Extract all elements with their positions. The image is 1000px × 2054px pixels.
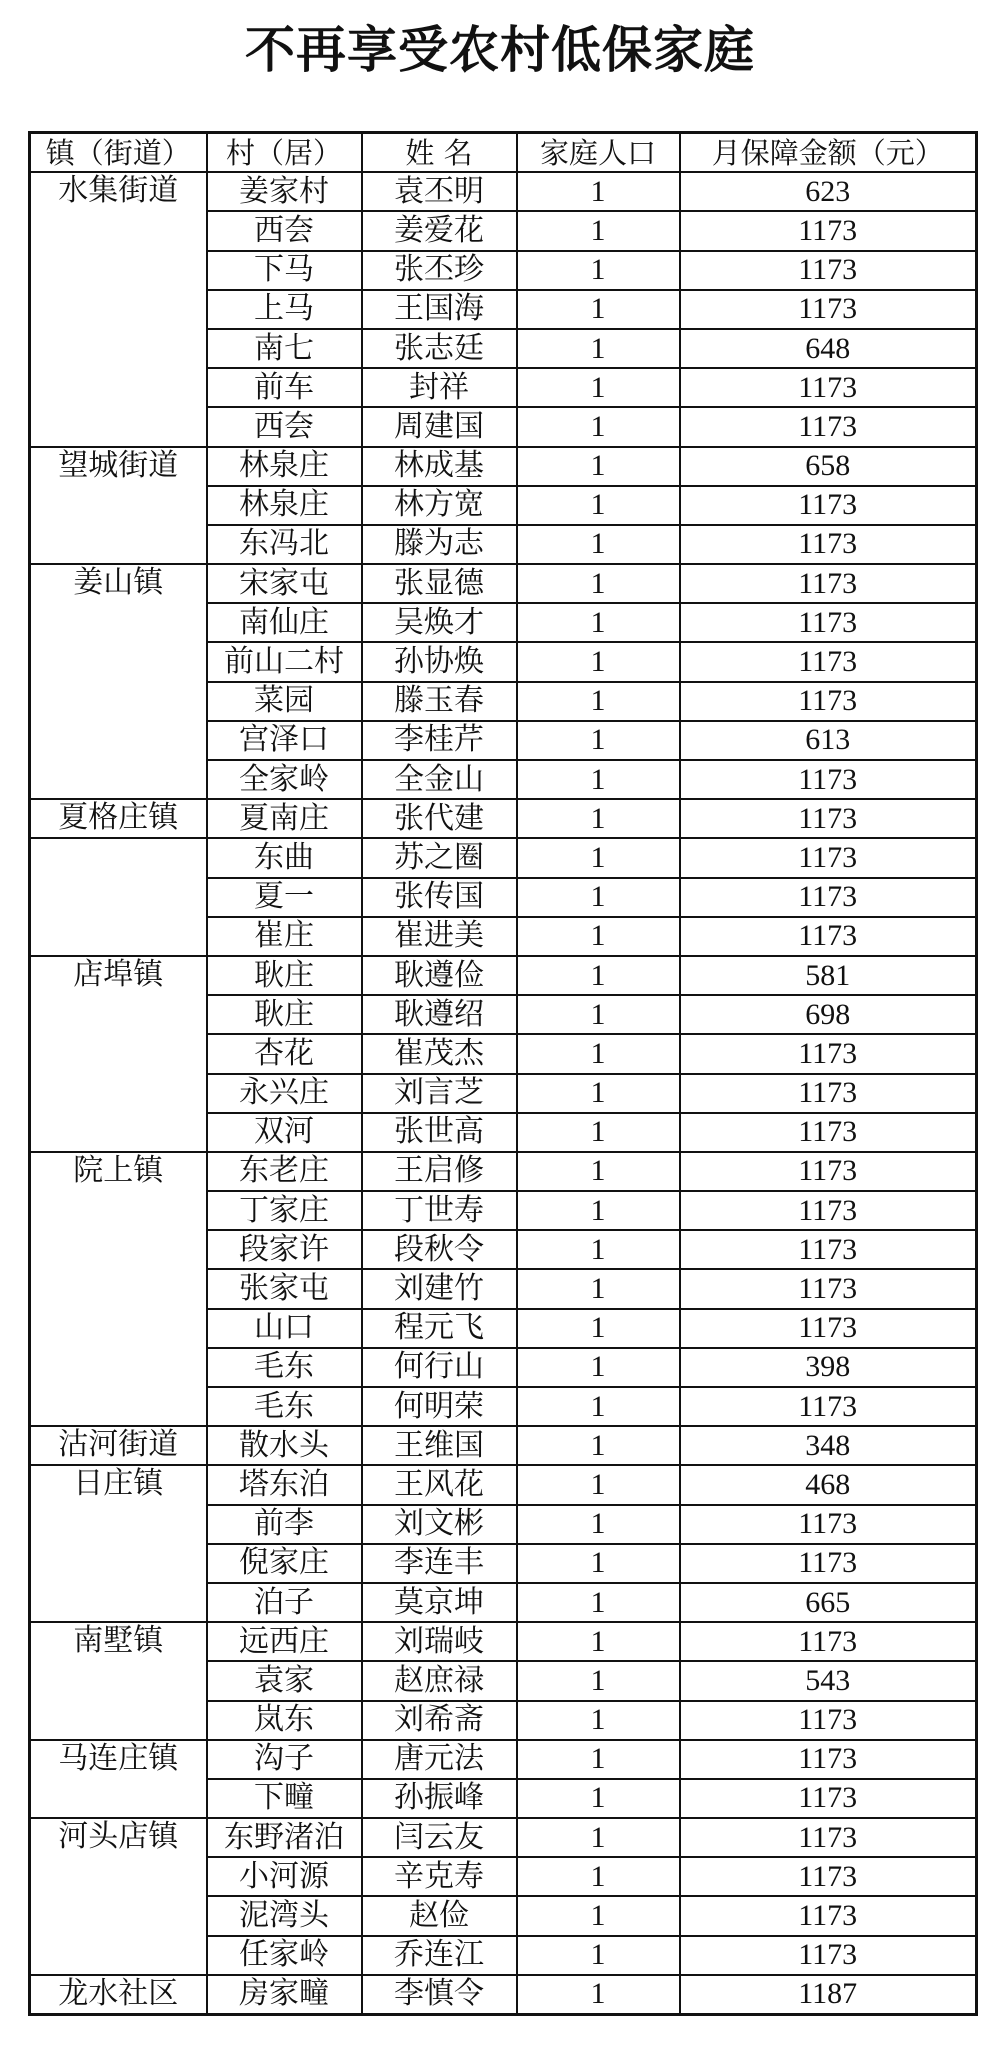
village-cell: 崔庄 xyxy=(207,917,362,956)
monthly-amount-cell: 1173 xyxy=(680,1074,977,1113)
name-cell: 赵庶禄 xyxy=(362,1661,517,1700)
name-cell: 张世高 xyxy=(362,1113,517,1152)
town-cell: 夏格庄镇 xyxy=(30,799,207,838)
monthly-amount-cell: 1173 xyxy=(680,799,977,838)
household-size-cell: 1 xyxy=(517,1152,680,1191)
name-cell: 耿遵绍 xyxy=(362,995,517,1034)
household-size-cell: 1 xyxy=(517,1544,680,1583)
name-cell: 林方宽 xyxy=(362,486,517,525)
name-cell: 张志廷 xyxy=(362,329,517,368)
monthly-amount-cell: 1173 xyxy=(680,1740,977,1779)
table-row xyxy=(30,1975,977,2015)
village-cell: 前车 xyxy=(207,368,362,407)
name-cell: 姜爱花 xyxy=(362,211,517,250)
village-cell: 段家许 xyxy=(207,1230,362,1269)
household-size-cell: 1 xyxy=(517,1426,680,1465)
header-village: 村（居） xyxy=(207,133,362,173)
village-cell: 姜家村 xyxy=(207,172,362,211)
village-cell: 岚东 xyxy=(207,1701,362,1740)
monthly-amount-cell: 581 xyxy=(680,956,977,995)
household-size-cell: 1 xyxy=(517,368,680,407)
monthly-amount-cell: 1173 xyxy=(680,1269,977,1308)
table-row xyxy=(30,1465,977,1504)
monthly-amount-cell: 1173 xyxy=(680,1818,977,1857)
name-cell: 孙振峰 xyxy=(362,1779,517,1818)
table-row xyxy=(30,564,977,603)
name-cell: 王维国 xyxy=(362,1426,517,1465)
household-size-cell: 1 xyxy=(517,251,680,290)
household-size-cell: 1 xyxy=(517,1230,680,1269)
village-cell: 散水头 xyxy=(207,1426,362,1465)
monthly-amount-cell: 1173 xyxy=(680,486,977,525)
village-cell: 山口 xyxy=(207,1309,362,1348)
name-cell: 吴焕才 xyxy=(362,603,517,642)
monthly-amount-cell: 398 xyxy=(680,1348,977,1387)
household-size-cell: 1 xyxy=(517,1661,680,1700)
monthly-amount-cell: 1173 xyxy=(680,1779,977,1818)
name-cell: 袁丕明 xyxy=(362,172,517,211)
table-row xyxy=(30,956,977,995)
table-body xyxy=(30,172,977,2014)
village-cell: 下马 xyxy=(207,251,362,290)
monthly-amount-cell: 623 xyxy=(680,172,977,211)
household-size-cell: 1 xyxy=(517,564,680,603)
header-name: 姓 名 xyxy=(362,133,517,173)
town-cell: 马连庄镇 xyxy=(30,1740,207,1818)
monthly-amount-cell: 1173 xyxy=(680,1857,977,1896)
name-cell: 张显德 xyxy=(362,564,517,603)
welfare-table xyxy=(28,131,978,2016)
monthly-amount-cell: 348 xyxy=(680,1426,977,1465)
town-cell: 河头店镇 xyxy=(30,1818,207,1975)
village-cell: 前山二村 xyxy=(207,642,362,681)
village-cell: 南七 xyxy=(207,329,362,368)
household-size-cell: 1 xyxy=(517,838,680,877)
monthly-amount-cell: 468 xyxy=(680,1465,977,1504)
village-cell: 西夽 xyxy=(207,211,362,250)
town-cell: 望城街道 xyxy=(30,447,207,565)
village-cell: 倪家庄 xyxy=(207,1544,362,1583)
household-size-cell: 1 xyxy=(517,1034,680,1073)
table-row xyxy=(30,1818,977,1857)
monthly-amount-cell: 1173 xyxy=(680,407,977,446)
village-cell: 夏南庄 xyxy=(207,799,362,838)
monthly-amount-cell: 1173 xyxy=(680,1387,977,1426)
name-cell: 张传国 xyxy=(362,878,517,917)
household-size-cell: 1 xyxy=(517,172,680,211)
table-row xyxy=(30,1740,977,1779)
town-cell: 南墅镇 xyxy=(30,1622,207,1740)
village-cell: 西夽 xyxy=(207,407,362,446)
name-cell: 滕玉春 xyxy=(362,682,517,721)
name-cell: 刘希斋 xyxy=(362,1701,517,1740)
monthly-amount-cell: 1173 xyxy=(680,1034,977,1073)
monthly-amount-cell: 1173 xyxy=(680,211,977,250)
monthly-amount-cell: 1173 xyxy=(680,1505,977,1544)
monthly-amount-cell: 543 xyxy=(680,1661,977,1700)
household-size-cell: 1 xyxy=(517,1269,680,1308)
header-monthly-amount: 月保障金额（元） xyxy=(680,133,977,173)
name-cell: 段秋令 xyxy=(362,1230,517,1269)
header-row xyxy=(30,133,977,173)
name-cell: 苏之圈 xyxy=(362,838,517,877)
table-row xyxy=(30,838,977,877)
monthly-amount-cell: 1173 xyxy=(680,525,977,564)
household-size-cell: 1 xyxy=(517,290,680,329)
village-cell: 永兴庄 xyxy=(207,1074,362,1113)
household-size-cell: 1 xyxy=(517,995,680,1034)
village-cell: 小河源 xyxy=(207,1857,362,1896)
town-cell xyxy=(30,838,207,956)
village-cell: 房家疃 xyxy=(207,1975,362,2015)
household-size-cell: 1 xyxy=(517,603,680,642)
name-cell: 刘建竹 xyxy=(362,1269,517,1308)
name-cell: 刘瑞岐 xyxy=(362,1622,517,1661)
town-cell: 龙水社区 xyxy=(30,1975,207,2015)
village-cell: 东曲 xyxy=(207,838,362,877)
village-cell: 前李 xyxy=(207,1505,362,1544)
monthly-amount-cell: 1173 xyxy=(680,1309,977,1348)
village-cell: 上马 xyxy=(207,290,362,329)
household-size-cell: 1 xyxy=(517,211,680,250)
monthly-amount-cell: 658 xyxy=(680,447,977,486)
village-cell: 耿庄 xyxy=(207,995,362,1034)
household-size-cell: 1 xyxy=(517,1701,680,1740)
name-cell: 周建国 xyxy=(362,407,517,446)
monthly-amount-cell: 1173 xyxy=(680,760,977,799)
monthly-amount-cell: 1173 xyxy=(680,917,977,956)
village-cell: 东冯北 xyxy=(207,525,362,564)
household-size-cell: 1 xyxy=(517,1113,680,1152)
village-cell: 东老庄 xyxy=(207,1152,362,1191)
household-size-cell: 1 xyxy=(517,329,680,368)
village-cell: 丁家庄 xyxy=(207,1191,362,1230)
monthly-amount-cell: 1173 xyxy=(680,1113,977,1152)
household-size-cell: 1 xyxy=(517,1074,680,1113)
monthly-amount-cell: 1173 xyxy=(680,1936,977,1975)
name-cell: 王启修 xyxy=(362,1152,517,1191)
table-row xyxy=(30,1426,977,1465)
village-cell: 南仙庄 xyxy=(207,603,362,642)
village-cell: 下疃 xyxy=(207,1779,362,1818)
household-size-cell: 1 xyxy=(517,1387,680,1426)
name-cell: 王国海 xyxy=(362,290,517,329)
household-size-cell: 1 xyxy=(517,407,680,446)
town-cell: 店埠镇 xyxy=(30,956,207,1152)
table-row xyxy=(30,172,977,211)
monthly-amount-cell: 1173 xyxy=(680,564,977,603)
household-size-cell: 1 xyxy=(517,1505,680,1544)
name-cell: 辛克寿 xyxy=(362,1857,517,1896)
name-cell: 程元飞 xyxy=(362,1309,517,1348)
name-cell: 唐元法 xyxy=(362,1740,517,1779)
monthly-amount-cell: 698 xyxy=(680,995,977,1034)
monthly-amount-cell: 1173 xyxy=(680,838,977,877)
name-cell: 刘文彬 xyxy=(362,1505,517,1544)
household-size-cell: 1 xyxy=(517,525,680,564)
name-cell: 李连丰 xyxy=(362,1544,517,1583)
header-household-size: 家庭人口 xyxy=(517,133,680,173)
town-cell: 院上镇 xyxy=(30,1152,207,1426)
household-size-cell: 1 xyxy=(517,1857,680,1896)
monthly-amount-cell: 1173 xyxy=(680,1152,977,1191)
table-row xyxy=(30,799,977,838)
name-cell: 闫云友 xyxy=(362,1818,517,1857)
household-size-cell: 1 xyxy=(517,1622,680,1661)
household-size-cell: 1 xyxy=(517,1740,680,1779)
village-cell: 任家岭 xyxy=(207,1936,362,1975)
name-cell: 莫京坤 xyxy=(362,1583,517,1622)
page-title: 不再享受农村低保家庭 xyxy=(245,21,755,79)
town-cell: 日庄镇 xyxy=(30,1465,207,1622)
monthly-amount-cell: 1187 xyxy=(680,1975,977,2015)
name-cell: 王风花 xyxy=(362,1465,517,1504)
monthly-amount-cell: 1173 xyxy=(680,251,977,290)
household-size-cell: 1 xyxy=(517,956,680,995)
village-cell: 双河 xyxy=(207,1113,362,1152)
monthly-amount-cell: 1173 xyxy=(680,1544,977,1583)
village-cell: 毛东 xyxy=(207,1348,362,1387)
household-size-cell: 1 xyxy=(517,682,680,721)
name-cell: 张代建 xyxy=(362,799,517,838)
monthly-amount-cell: 613 xyxy=(680,721,977,760)
village-cell: 宋家屯 xyxy=(207,564,362,603)
household-size-cell: 1 xyxy=(517,1309,680,1348)
monthly-amount-cell: 1173 xyxy=(680,878,977,917)
monthly-amount-cell: 1173 xyxy=(680,682,977,721)
village-cell: 菜园 xyxy=(207,682,362,721)
monthly-amount-cell: 1173 xyxy=(680,1622,977,1661)
monthly-amount-cell: 1173 xyxy=(680,290,977,329)
household-size-cell: 1 xyxy=(517,1818,680,1857)
monthly-amount-cell: 1173 xyxy=(680,642,977,681)
household-size-cell: 1 xyxy=(517,1191,680,1230)
village-cell: 泥湾头 xyxy=(207,1896,362,1935)
household-size-cell: 1 xyxy=(517,1936,680,1975)
village-cell: 远西庄 xyxy=(207,1622,362,1661)
header-town: 镇（街道） xyxy=(30,133,207,173)
village-cell: 沟子 xyxy=(207,1740,362,1779)
table-row xyxy=(30,1622,977,1661)
village-cell: 张家屯 xyxy=(207,1269,362,1308)
name-cell: 何明荣 xyxy=(362,1387,517,1426)
town-cell: 沽河街道 xyxy=(30,1426,207,1465)
monthly-amount-cell: 1173 xyxy=(680,1896,977,1935)
monthly-amount-cell: 1173 xyxy=(680,368,977,407)
village-cell: 塔东泊 xyxy=(207,1465,362,1504)
village-cell: 耿庄 xyxy=(207,956,362,995)
household-size-cell: 1 xyxy=(517,799,680,838)
village-cell: 宫泽口 xyxy=(207,721,362,760)
town-cell: 姜山镇 xyxy=(30,564,207,799)
household-size-cell: 1 xyxy=(517,1583,680,1622)
household-size-cell: 1 xyxy=(517,1896,680,1935)
name-cell: 孙协焕 xyxy=(362,642,517,681)
village-cell: 泊子 xyxy=(207,1583,362,1622)
household-size-cell: 1 xyxy=(517,721,680,760)
village-cell: 东野渚泊 xyxy=(207,1818,362,1857)
monthly-amount-cell: 1173 xyxy=(680,1230,977,1269)
household-size-cell: 1 xyxy=(517,1348,680,1387)
household-size-cell: 1 xyxy=(517,1975,680,2015)
monthly-amount-cell: 1173 xyxy=(680,1191,977,1230)
village-cell: 夏一 xyxy=(207,878,362,917)
name-cell: 崔茂杰 xyxy=(362,1034,517,1073)
household-size-cell: 1 xyxy=(517,447,680,486)
name-cell: 何行山 xyxy=(362,1348,517,1387)
town-cell: 水集街道 xyxy=(30,172,207,446)
name-cell: 赵俭 xyxy=(362,1896,517,1935)
table-row xyxy=(30,447,977,486)
name-cell: 滕为志 xyxy=(362,525,517,564)
village-cell: 林泉庄 xyxy=(207,486,362,525)
name-cell: 刘言芝 xyxy=(362,1074,517,1113)
name-cell: 丁世寿 xyxy=(362,1191,517,1230)
name-cell: 崔进美 xyxy=(362,917,517,956)
name-cell: 张丕珍 xyxy=(362,251,517,290)
name-cell: 林成基 xyxy=(362,447,517,486)
village-cell: 袁家 xyxy=(207,1661,362,1700)
village-cell: 全家岭 xyxy=(207,760,362,799)
monthly-amount-cell: 1173 xyxy=(680,1701,977,1740)
name-cell: 全金山 xyxy=(362,760,517,799)
name-cell: 李慎令 xyxy=(362,1975,517,2015)
village-cell: 杏花 xyxy=(207,1034,362,1073)
table-row xyxy=(30,1152,977,1191)
household-size-cell: 1 xyxy=(517,760,680,799)
household-size-cell: 1 xyxy=(517,878,680,917)
household-size-cell: 1 xyxy=(517,486,680,525)
name-cell: 耿遵俭 xyxy=(362,956,517,995)
village-cell: 林泉庄 xyxy=(207,447,362,486)
monthly-amount-cell: 648 xyxy=(680,329,977,368)
name-cell: 李桂芹 xyxy=(362,721,517,760)
household-size-cell: 1 xyxy=(517,1465,680,1504)
village-cell: 毛东 xyxy=(207,1387,362,1426)
name-cell: 乔连江 xyxy=(362,1936,517,1975)
monthly-amount-cell: 665 xyxy=(680,1583,977,1622)
household-size-cell: 1 xyxy=(517,1779,680,1818)
monthly-amount-cell: 1173 xyxy=(680,603,977,642)
household-size-cell: 1 xyxy=(517,917,680,956)
household-size-cell: 1 xyxy=(517,642,680,681)
name-cell: 封祥 xyxy=(362,368,517,407)
